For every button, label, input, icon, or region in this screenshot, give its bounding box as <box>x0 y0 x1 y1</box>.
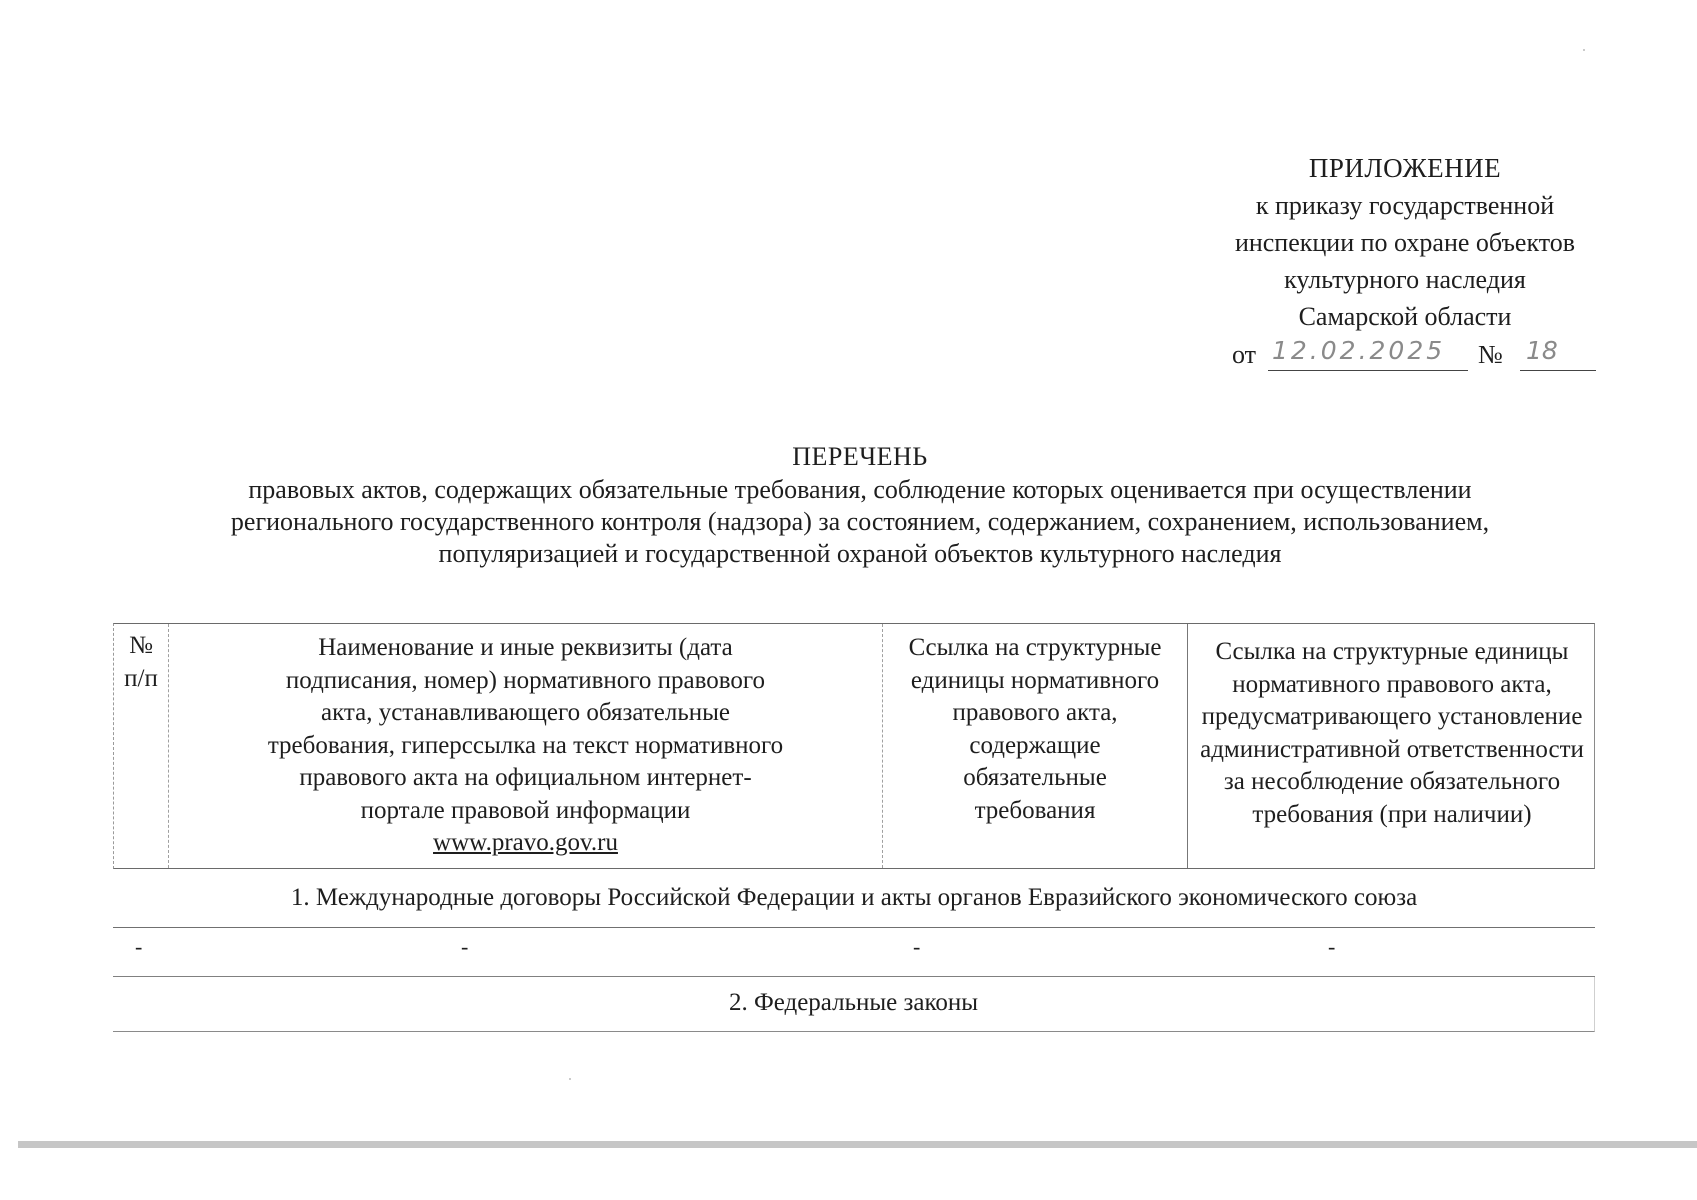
header-text-line: единицы нормативного <box>910 666 1160 694</box>
table-header-row <box>113 623 1595 869</box>
header-text-line: Ссылка на структурные единицы <box>1215 638 1569 665</box>
document-title: ПЕРЕЧЕНЬ <box>792 442 928 471</box>
attachment-line: инспекции по охране объектов <box>1234 228 1576 257</box>
date-underline <box>1268 370 1468 371</box>
handwritten-number: 18 <box>1526 336 1558 365</box>
attachment-heading: ПРИЛОЖЕНИЕ <box>1308 153 1502 183</box>
table-row <box>113 928 1595 977</box>
from-label: от <box>1232 340 1257 369</box>
empty-cell-dash: - <box>1328 934 1336 959</box>
scan-speck <box>1583 49 1585 51</box>
header-text-line: требования (при наличии) <box>1252 800 1532 828</box>
number-label: № <box>1478 340 1503 369</box>
empty-cell-dash: - <box>135 934 143 959</box>
header-number-cell <box>114 624 169 868</box>
header-text-line: за несоблюдение обязательного <box>1223 768 1561 795</box>
attachment-block <box>1190 150 1620 335</box>
empty-cell-dash: - <box>461 934 469 959</box>
attachment-line: к приказу государственной <box>1255 191 1555 220</box>
header-liability-ref-cell <box>1188 624 1596 868</box>
header-number-line: п/п <box>124 664 158 692</box>
header-text-line: требования <box>974 796 1096 824</box>
empty-cell-dash: - <box>913 934 921 959</box>
order-date-number-row <box>1226 336 1626 376</box>
header-text-line: правового акта, <box>952 699 1118 726</box>
header-text-line: Наименование и иные реквизиты (дата <box>318 634 733 661</box>
header-text-line: содержащие <box>969 731 1101 759</box>
header-text-line: предусматривающего установление <box>1201 703 1583 730</box>
header-text-line: правового акта на официальном интернет- <box>299 764 752 791</box>
document-subtitle-line: регионального государственного контроля (надзора) за состоянием, содержанием, сохранением, использованием, <box>230 507 1490 536</box>
acts-table <box>113 623 1595 1032</box>
header-text-line: обязательные <box>963 764 1107 791</box>
section-title: 1. Международные договоры Российской Федерации и акты органов Евразийского экономического союза <box>290 884 1418 911</box>
header-text-line: требования, гиперссылка на текст нормативного <box>267 731 784 759</box>
header-text-line: нормативного правового акта, <box>1232 670 1552 698</box>
header-text-line: портале правовой информации <box>360 796 691 824</box>
section-row-international-treaties <box>113 869 1595 928</box>
header-text-line: Ссылка на структурные <box>908 634 1162 661</box>
header-requirements-ref-cell <box>883 624 1188 868</box>
number-underline <box>1520 370 1596 371</box>
header-text-line: подписания, номер) нормативного правового <box>285 666 766 694</box>
attachment-line: культурного наследия <box>1284 265 1526 294</box>
attachment-line: Самарской области <box>1298 302 1512 331</box>
header-number-line: № <box>129 632 153 659</box>
section-row-federal-laws <box>113 977 1595 1032</box>
scan-edge <box>18 1141 1697 1148</box>
title-block <box>120 440 1600 570</box>
scan-speck <box>569 1078 571 1080</box>
pravo-gov-link[interactable]: www.pravo.gov.ru <box>433 829 618 856</box>
document-subtitle-line: популяризацией и государственной охраной объектов культурного наследия <box>438 539 1282 568</box>
handwritten-date: 12.02.2025 <box>1272 336 1446 365</box>
document-subtitle-line: правовых актов, содержащих обязательные требования, соблюдение которых оценивается при осуществлении <box>248 475 1472 504</box>
header-text-line: административной ответственности <box>1200 735 1584 763</box>
section-title: 2. Федеральные законы <box>728 989 979 1016</box>
header-text-line: акта, устанавливающего обязательные <box>320 699 731 726</box>
header-act-name-cell <box>169 624 883 868</box>
